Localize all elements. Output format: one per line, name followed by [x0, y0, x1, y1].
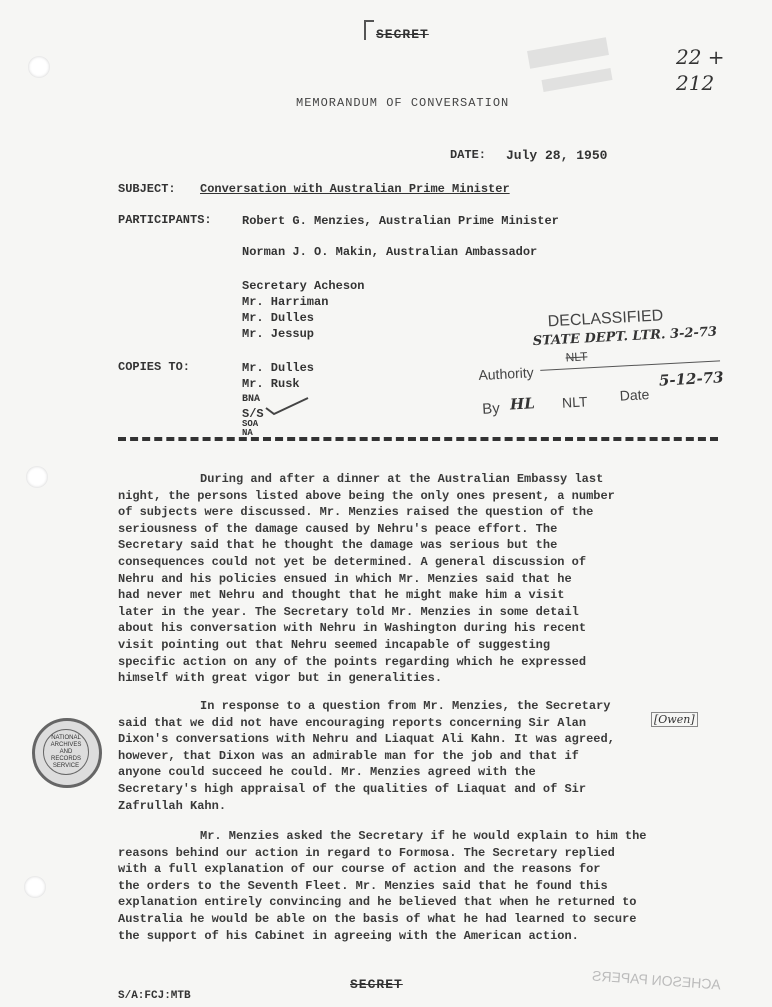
body-line: anyone could succeed he could. Mr. Menzies agreed with the [118, 765, 536, 780]
body-paragraph-3 [118, 828, 718, 944]
body-paragraph-2 [118, 698, 718, 814]
by-org: NLT [561, 393, 588, 411]
classification-bottom: SECRET [350, 977, 403, 992]
authority-value: STATE DEPT. LTR. 3-2-73 [532, 324, 718, 350]
body-line: reasons behind our action in regard to Formosa. The Secretary replied [118, 845, 615, 860]
subject-text: Conversation with Australian Prime Minister [200, 182, 510, 196]
body-line: Secretary said that he thought the damage was serious but the [118, 538, 558, 553]
body-line: consequences could not yet be determined. A general discussion of [118, 554, 587, 569]
subject-label: SUBJECT: [118, 182, 176, 196]
declassified-text: DECLASSIFIED [547, 307, 664, 331]
national-archives-seal [32, 718, 102, 788]
body-line: visit pointing out that Nehru seemed incapable of suggesting [118, 637, 551, 652]
by-label: By [481, 400, 501, 418]
classification-top: SECRET [376, 27, 429, 42]
smudge-mark [527, 37, 609, 69]
punch-hole-top [28, 56, 50, 78]
body-line: Australia he would be able on the basis of what he had learned to secure [118, 911, 637, 926]
copy-recipient: Mr. Rusk [242, 377, 300, 391]
body-line: himself with great vigor but in generalities. [118, 671, 443, 686]
body-line: specific action on any of the points regarding which he expressed [118, 654, 587, 669]
seal-line: SERVICE [52, 762, 80, 769]
participants-label: PARTICIPANTS: [118, 213, 212, 227]
dashed-separator [118, 437, 718, 441]
participant-line: Norman J. O. Makin, Australian Ambassador [242, 245, 538, 259]
body-line: In response to a question from Mr. Menzies, the Secretary [200, 699, 611, 713]
margin-note: [Owen] [651, 712, 698, 727]
body-line: During and after a dinner at the Australian Embassy last [200, 472, 604, 486]
seal-line: ARCHIVES AND [50, 741, 82, 755]
smudge-mark [541, 68, 612, 92]
participant-line: Secretary Acheson [242, 279, 365, 293]
body-line: Mr. Menzies asked the Secretary if he would explain to him the [200, 829, 647, 843]
copy-recipient: S/S [242, 407, 264, 421]
body-line: about his conversation with Nehru in Washington during his recent [118, 621, 587, 636]
body-line: Secretary's high appraisal of the qualities of Liaquat and of Sir [118, 781, 587, 796]
participant-line: Mr. Harriman [242, 295, 329, 309]
copies-label: COPIES TO: [118, 360, 191, 374]
checkmark-icon [264, 396, 310, 416]
seal-line: NATIONAL [51, 734, 81, 741]
authority-label: Authority [478, 364, 535, 384]
handwritten-file-ref: 22 + 212 [676, 45, 725, 95]
participant-line: Mr. Jessup [242, 327, 315, 341]
copy-recipient: NA [242, 428, 253, 438]
body-line: the orders to the Seventh Fleet. Mr. Menzies said that he found this [118, 878, 608, 893]
date-label: DATE: [450, 148, 487, 162]
body-line: seriousness of the damage caused by Nehru's peace effort. The [118, 521, 558, 536]
seal-line: RECORDS [50, 755, 81, 762]
copy-recipient: Mr. Dulles [242, 361, 315, 375]
date-stamp-value: 5-12-73 [658, 368, 725, 390]
drafter-initials: S/A:FCJ:MTB [118, 990, 191, 1002]
body-line: Dixon's conversations with Nehru and Liaquat Ali Kahn. It was agreed, [118, 732, 615, 747]
memo-date: July 28, 1950 [506, 148, 608, 163]
body-line: the support of his Cabinet in agreeing with the American action. [118, 928, 579, 943]
body-line: said that we did not have encouraging reports concerning Sir Alan [118, 715, 587, 730]
body-line: had never met Nehru and thought that he might make him a visit [118, 588, 565, 603]
date-stamp-label: Date [619, 386, 650, 404]
memo-title: MEMORANDUM OF CONVERSATION [296, 96, 510, 110]
body-line: of subjects were discussed. Mr. Menzies raised the question of the [118, 505, 594, 520]
punch-hole-bottom [24, 876, 46, 898]
authority-struck: NLT [565, 349, 588, 365]
body-line: Nehru and his policies ensued in which Mr. Menzies said that he [118, 571, 572, 586]
participant-line: Mr. Dulles [242, 311, 315, 325]
copy-recipient: BNA [242, 394, 261, 405]
body-line: explanation entirely convincing and he believed that when he returned to [118, 895, 637, 910]
classification-bracket [364, 20, 374, 40]
seal-text [43, 729, 89, 775]
declassification-stamp [475, 301, 750, 425]
body-line: Zafrullah Kahn. [118, 798, 227, 813]
mirrored-bleedthrough-stamp: ACHESON PAPERS [591, 967, 722, 993]
by-initials: HL [509, 394, 536, 414]
body-paragraph-1 [118, 471, 718, 687]
participant-line: Robert G. Menzies, Australian Prime Minister [242, 214, 559, 228]
body-line: with a full explanation of our course of action and the reasons for [118, 862, 601, 877]
body-line: later in the year. The Secretary told Mr. Menzies in some detail [118, 604, 579, 619]
copy-recipient: SOA [242, 419, 259, 429]
punch-hole-middle [26, 466, 48, 488]
body-line: however, that Dixon was an admirable man for the job and that if [118, 748, 579, 763]
body-line: night, the persons listed above being the only ones present, a number [118, 488, 615, 503]
